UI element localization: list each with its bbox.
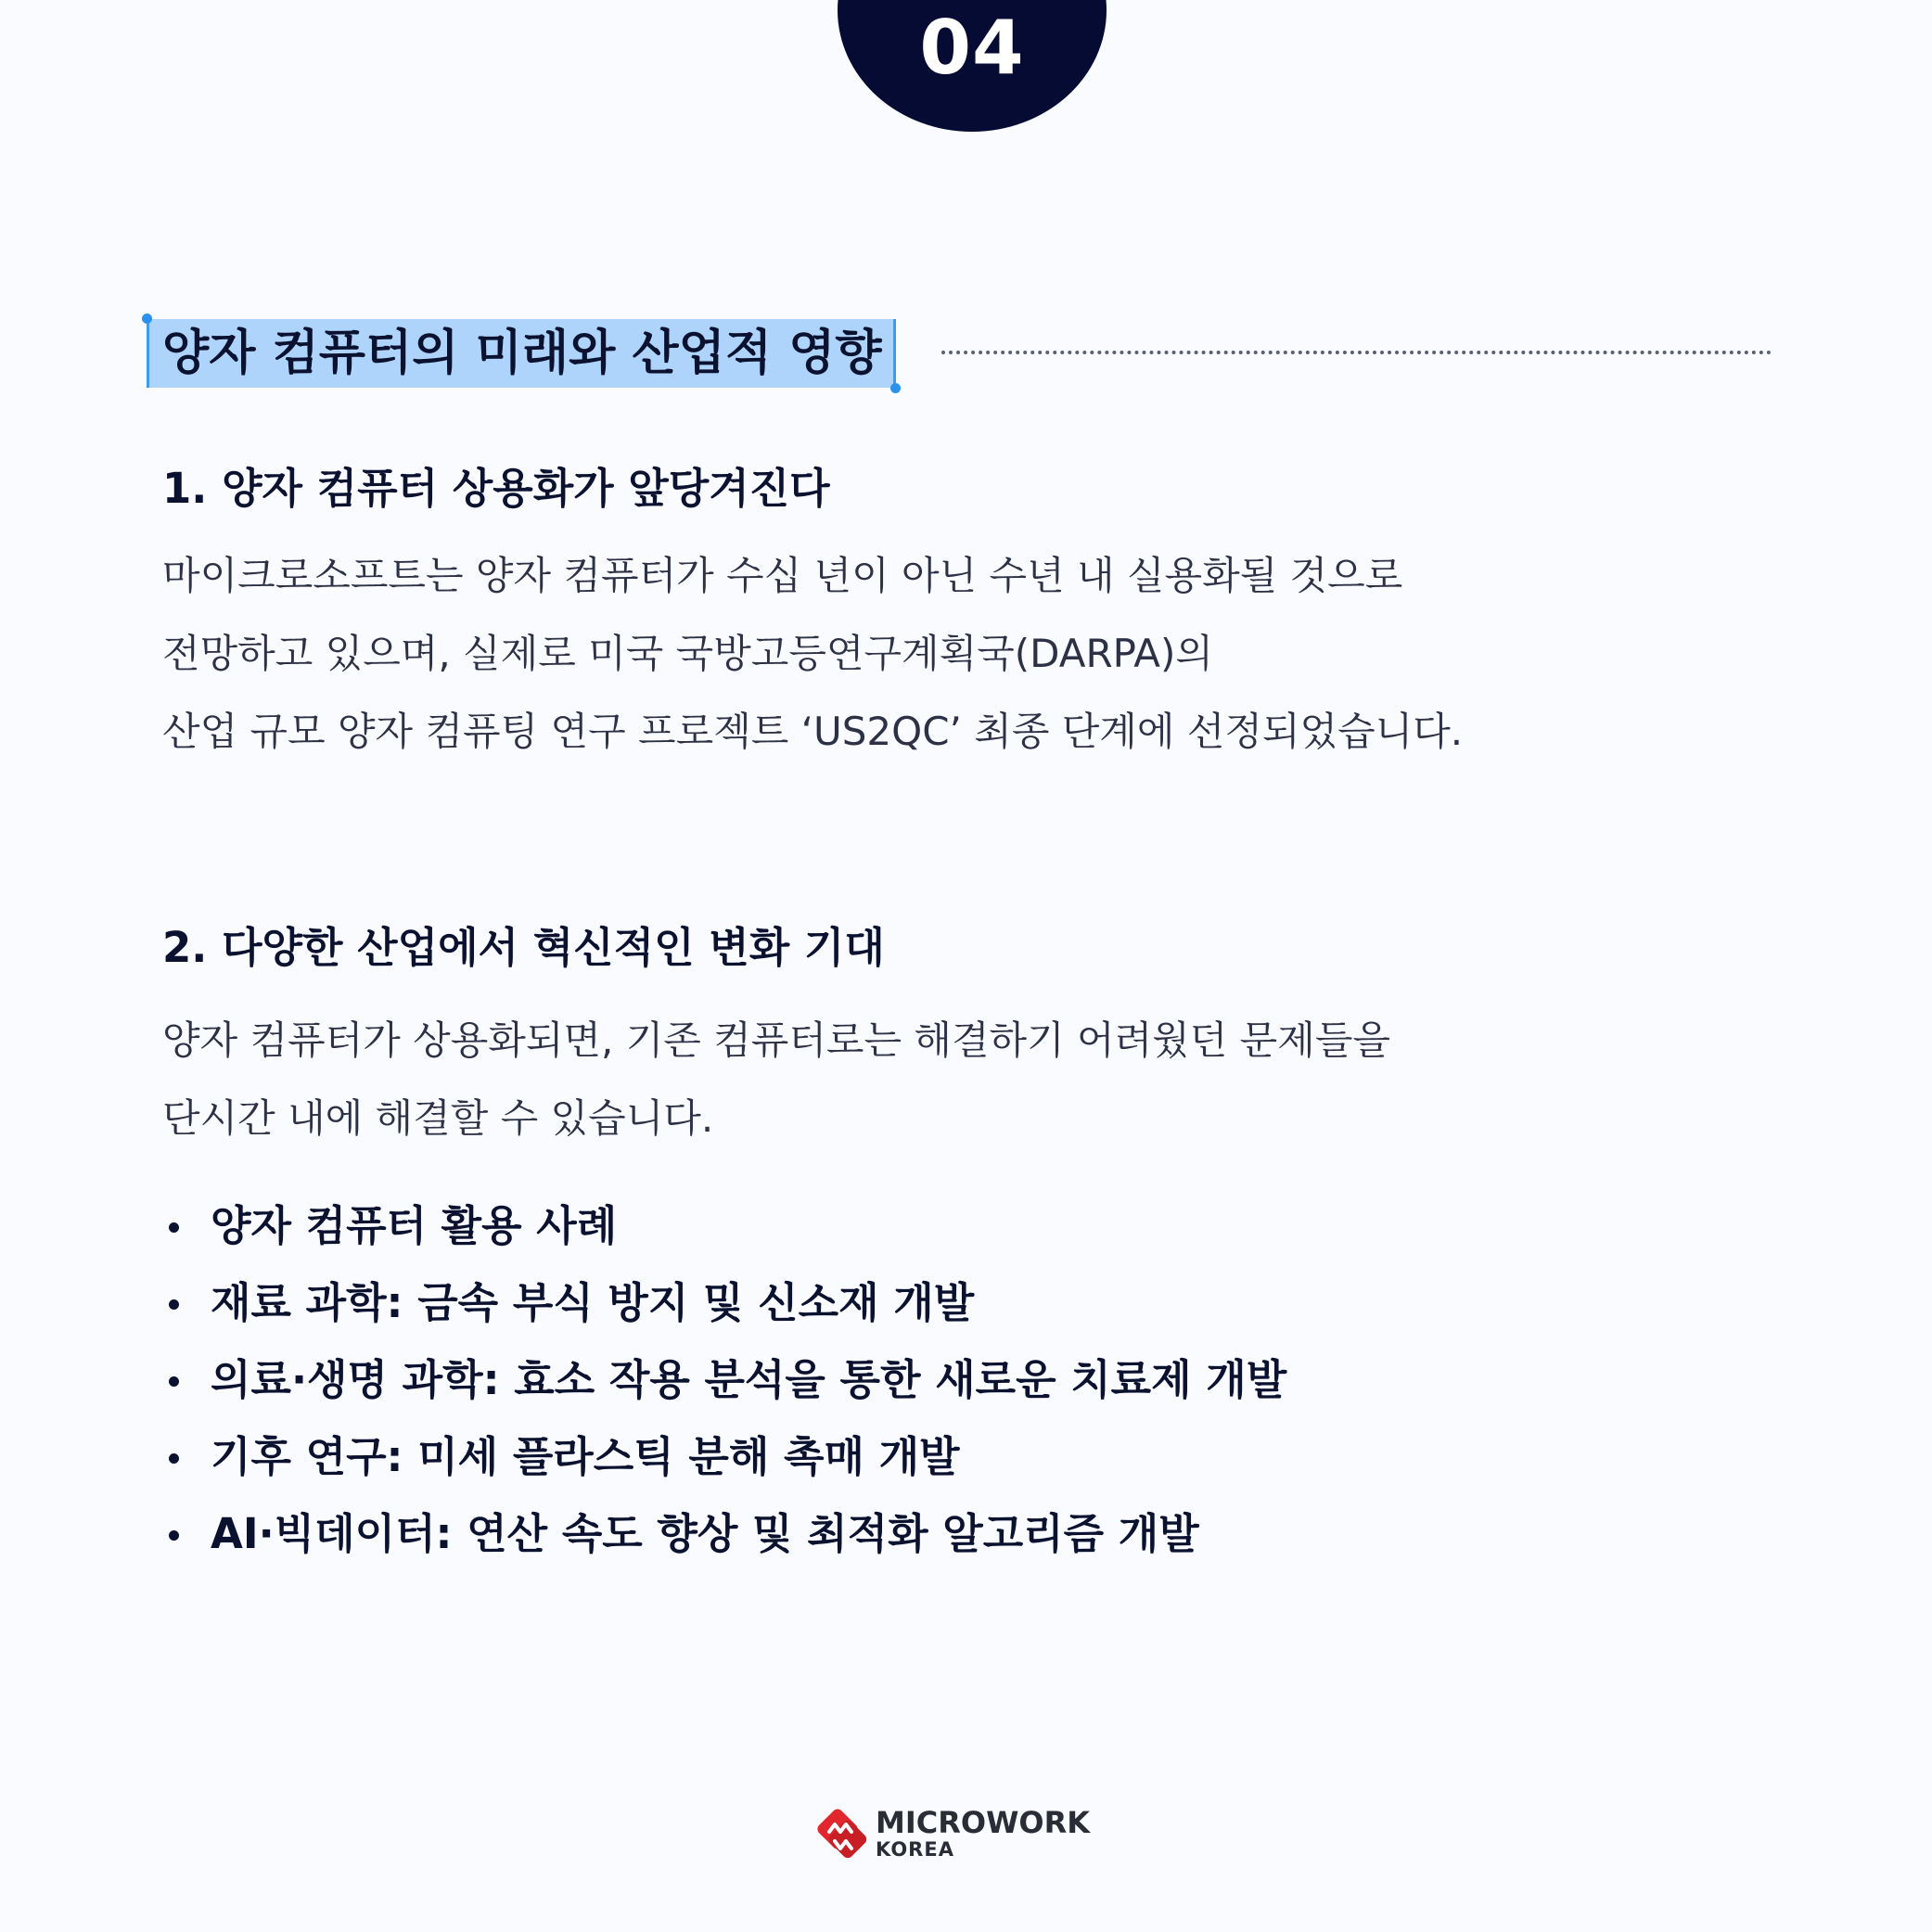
list-item: AI·빅데이터: 연산 속도 향상 및 최적화 알고리즘 개발: [162, 1495, 1286, 1572]
section-header: [147, 319, 896, 388]
point2-line: 단시간 내에 해결할 수 있습니다.: [162, 1095, 714, 1141]
logo-wordmark: MICROWORK: [876, 1805, 1091, 1840]
selection-handle-start[interactable]: [142, 313, 152, 324]
point2-heading: 2. 다양한 산업에서 혁신적인 변화 기대: [162, 923, 885, 972]
page-number-badge: [838, 0, 1107, 132]
list-item: 의료·생명 과학: 효소 작용 분석을 통한 새로운 치료제 개발: [162, 1341, 1286, 1418]
list-item: 기후 연구: 미세 플라스틱 분해 촉매 개발: [162, 1418, 1286, 1495]
use-case-list: [162, 1187, 1286, 1572]
selection-handle-end[interactable]: [890, 383, 901, 393]
bullet-icon: [169, 1222, 179, 1233]
microwork-logo-icon: [812, 1804, 872, 1865]
point2-line: 양자 컴퓨터가 상용화되면, 기존 컴퓨터로는 해결하기 어려웠던 문제들을: [162, 1017, 1390, 1063]
point1-block: [162, 461, 1463, 771]
list-item: 재료 과학: 금속 부식 방지 및 신소재 개발: [162, 1264, 1286, 1341]
point1-heading: 1. 양자 컴퓨터 상용화가 앞당겨진다: [162, 464, 830, 513]
bullet-icon: [169, 1376, 179, 1387]
point1-line: 마이크로소프트는 양자 컴퓨터가 수십 년이 아닌 수년 내 실용화될 것으로: [162, 553, 1403, 598]
logo-subtext: KOREA: [876, 1838, 954, 1861]
section-title-text: 양자 컴퓨터의 미래와 산업적 영향: [162, 326, 882, 381]
bullet-icon: [169, 1453, 179, 1464]
page-number: 04: [919, 5, 1025, 91]
bullet-icon: [169, 1530, 179, 1541]
point2-block: [162, 920, 1390, 1158]
bullet-icon: [169, 1299, 179, 1310]
point1-line: 전망하고 있으며, 실제로 미국 국방고등연구계획국(DARPA)의: [162, 631, 1213, 676]
point1-line: 산업 규모 양자 컴퓨팅 연구 프로젝트 ‘US2QC’ 최종 단계에 선정되었습니다.: [162, 709, 1464, 754]
list-item: 양자 컴퓨터 활용 사례: [162, 1187, 1286, 1264]
section-title-selected[interactable]: [147, 319, 896, 388]
dotted-divider: [941, 351, 1772, 354]
